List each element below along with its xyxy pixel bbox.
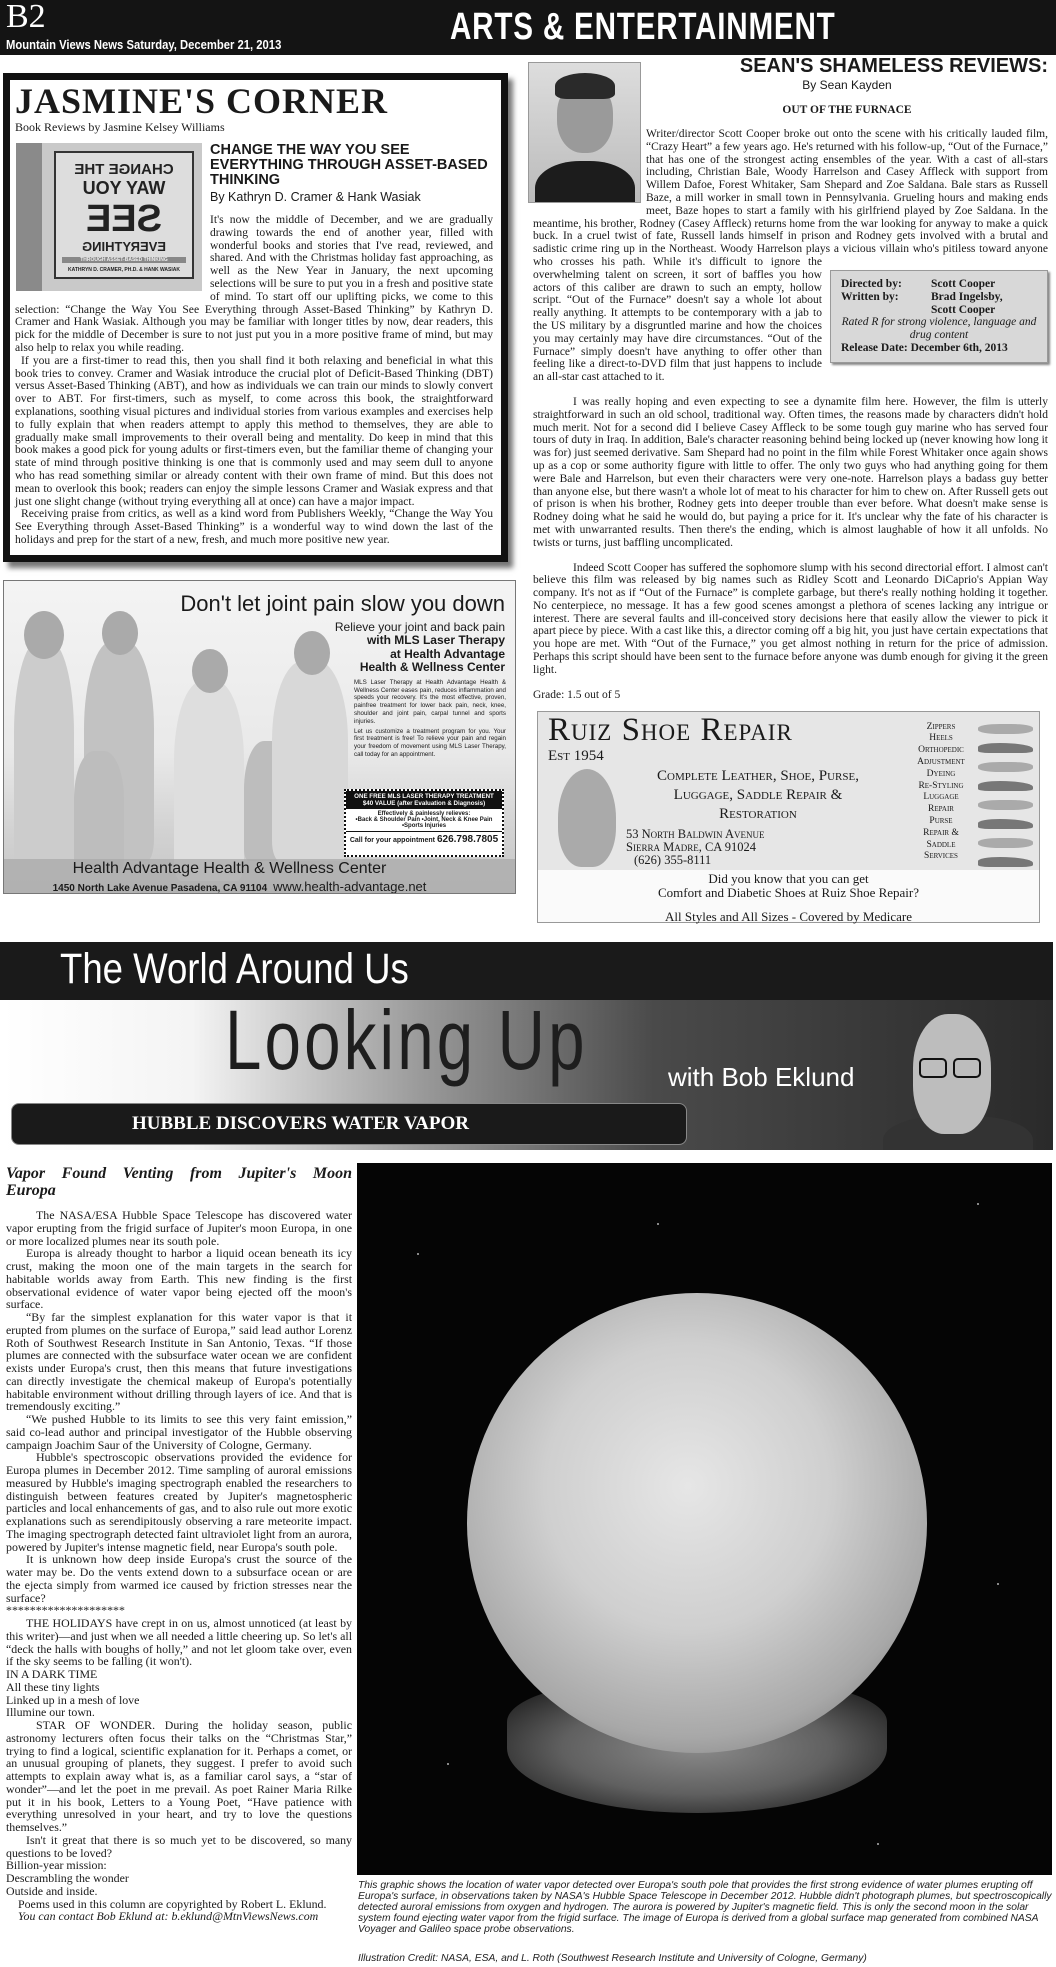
rating: Rated R for strong violence, language and drug content xyxy=(841,316,1037,342)
ad-promo: Comfort and Diabetic Shoes at Ruiz Shoe Repair? xyxy=(657,884,920,900)
page-header xyxy=(0,0,1056,55)
ad-coupon xyxy=(344,789,504,857)
ad-promo: All Styles and All Sizes - Covered by Medicare xyxy=(665,908,912,924)
headline-bar xyxy=(11,1103,687,1145)
film-title: OUT OF THE FURNACE xyxy=(782,104,912,116)
ad-subhead: Health & Wellness Center xyxy=(359,660,505,675)
europa-moon xyxy=(467,1293,927,1753)
call-label: Call for your appointment xyxy=(349,836,436,844)
paragraph: toward anyone who crosses his path. While it's difficult to ignore the overwhelming talent on screen, it sort of baffles you how actors of this caliber are drawn to such an empty, hollow script. “Out of the Furnace” doesn't say a whole lot about really anything. It attempts to be contemporary with a jab to the US military by a disgruntled marine and how the choices you may certainly may have dire circumstances. “Out of the Furnace” simply doesn't have anything to offer other than feeling like a direct-to-DVD film that just happens to include an all-star cast attached to it. xyxy=(533,243,1049,384)
byline: By Sean Kayden xyxy=(802,78,892,92)
ad-subhead: at Health Advantage xyxy=(390,646,505,661)
service: Zippers xyxy=(926,721,956,732)
page-number: B2 xyxy=(6,0,46,35)
ad-body: Let us customize a treatment program for you. Your first treatment is free! To relieve your pain and regain your freedom of movement using MLS Laser Therapy, call today for an appointment. xyxy=(354,727,506,758)
article-body xyxy=(6,1165,352,1923)
info-value: Scott Cooper xyxy=(931,277,996,290)
ad-headline: Don't let joint pain slow you down xyxy=(180,590,505,616)
shoe-sole-icon xyxy=(978,762,1033,772)
service: Adjustment xyxy=(917,757,965,768)
figure-credit: Illustration Credit: NASA, ESA, and L. Roth (Southwest Research Institute and University of Cologne, Germany) xyxy=(358,1953,867,1964)
phone: 626.798.7805 xyxy=(436,833,499,845)
shoe-icon xyxy=(978,781,1033,791)
ad-body: MLS Laser Therapy at Health Advantage Health & Wellness Center eases pain, reduces inflammation and speeds your recovery. It's the most effective, proven, painfree treatment for lower back pain, neck, knee, shoulder and joint pain, carpal tunnel and sports injuries. xyxy=(354,678,506,725)
paragraph: hours and making ends meet, Baze hopes to start a family with his girlfriend played by Zoe Saldana. In the meantime, his brother, Rodney (Casey Affleck) returns home from the war looking for anyway to make a quick buck. In a cruel twist of fate, Russell lands himself in prison and Rodney gets involved with a brutal and sadistic crime ring up in the Northeast. Woody Harrelson plays a vicious villain who's pitiless xyxy=(533,191,1048,256)
author-photo xyxy=(883,1006,1033,1150)
column-subtitle: Book Reviews by Jasmine Kelsey Williams xyxy=(15,120,225,134)
book-cover-image xyxy=(16,143,202,291)
right-column xyxy=(527,54,1048,923)
column-title: SEAN'S SHAMELESS REVIEWS: xyxy=(739,55,1048,77)
ad-promo: Did you know that you can get xyxy=(708,870,869,886)
article-title: Vapor Found Venting from Jupiter's Moon Europa xyxy=(6,1165,352,1199)
paragraph: STAR OF WONDER. During the holiday season, public astronomy lecturers often focus their talks on the “Christmas Star,” trying to find a logical, scientific explanation for it. Perhaps a comet, or an unusual grouping of planets, they suggest. I prefer to avoid such attempts to explain away what is, as a familiar carol says, a “star of wonder”—and let the poet in me prevail. As poet Rainer Maria Rilke put it in his book, Letters to a Young Poet, “Have patience with everything unresolved in your heart, and try to love the questions themselves.” xyxy=(6,1718,352,1834)
info-value: Scott Cooper xyxy=(931,303,996,316)
shoe-sole-icon xyxy=(978,838,1033,848)
grade: Grade: 1.5 out of 5 xyxy=(533,688,621,701)
shoe-icons xyxy=(978,722,1033,876)
paragraph: Writer/director Scott Cooper broke out onto the scene with his critically lauded film, “Crazy Heart” a few years ago. He's returned with his follow-up, “Out of the Furnace,” that has one of the strongest acting ensembles of the year. With a cast of all-stars including, Christian Bale, Woody Harrelson and Casey Affleck with support from Willem Dafoe, Forest Whitaker, Sam Shepard and Zoe Saldana. Bale stars as Russell Baze, a mill worker in small town in Pennsylvania. Grueling xyxy=(646,128,1048,204)
left-column xyxy=(3,73,515,894)
shoe-icon xyxy=(978,743,1033,753)
column-author: with Bob Eklund xyxy=(668,1062,855,1092)
shoe-sole-icon xyxy=(558,769,616,867)
service: Dyeing xyxy=(926,768,956,779)
contact-email[interactable]: You can contact Bob Eklund at: b.eklund@MtnViewsNews.com xyxy=(18,1909,319,1924)
paragraph: It's now the middle of December, and we are gradually drawing towards the end of another year, filled with wonderful books and stories that I've read, reviewed, and shared. And with the Christmas holiday fast approaching, as well as the New Year in January, the next upcoming selections will be sure to put you in a fresh and positive state of mind. To start off our uplifting picks, we come to this selection: “Change the Way You See Everything through Asset-Based Thinking” by Kathryn D. Cramer and Hank Wasiak. Although you may be familiar with xyxy=(15,213,493,329)
poem-line: Outside and inside. xyxy=(6,1883,98,1898)
poem-line: Illumine our town. xyxy=(6,1705,95,1720)
service: Orthopedic xyxy=(918,745,964,756)
cover-text: THROUGH ASSET-BASED THINKING xyxy=(62,257,186,263)
paragraph: Isn't it great that there is so much yet to be discovered, so many questions to be loved? xyxy=(6,1832,352,1860)
info-value: Brad Ingelsby, xyxy=(931,290,1003,303)
section-title: The World Around Us xyxy=(60,945,409,993)
release-date: Release Date: December 6th, 2013 xyxy=(841,341,1008,354)
book-headline: CHANGE THE WAY YOU SEE EVERYTHING THROUGH ASSET-BASED THINKING xyxy=(210,142,488,188)
service: Repair & xyxy=(923,827,959,838)
divider: ******************** xyxy=(6,1603,125,1618)
service: Repair xyxy=(928,804,954,815)
jasmines-corner-box xyxy=(3,73,508,562)
shoe-icon xyxy=(978,857,1033,867)
cover-text: CHANGE THE xyxy=(74,161,174,178)
paragraph: It is unknown how deep inside Europa's crust the source of the water may be. Do the vents extend down to a subsurface ocean or are the ejecta simply from warmed ice caused by friction stresses near the surface? xyxy=(6,1552,352,1605)
paragraph: If you are a first-timer to read this, then you shall find it both relaxing and beneficial in what this book tries to convey. Cramer and Wasiak introduce the crucial plot of Deficit-Based Thinking (DBT) versus Asset-Based Thinking (ABT), and how as individuals we can train our minds to slowly convert over to ABT. For first-timers, such as myself, to come across this book, the straightforward explanations, soothing visual pictures and individual stories from various examples and exercises help to fully explain that when readers attempt to apply this method to themselves, they are able to gradually make small improvements to their overall being and mentality. Do keep in mind that this book makes a good pick for young adults or first-timers even, but the familiar theme of changing your state of mind through positive thinking is one that is commonly used and may seem dull to anyone who has read something similar or already content with their own frame of mind. But this does not mean to overlook this book; readers can enjoy the simple lessons Cramer and Wasiak express and that just one slight change (without trying everything all at once) can have a major impact. xyxy=(15,353,493,508)
section-banner xyxy=(0,942,1053,1000)
paragraph: I was really hoping and even expecting to see a dynamite film here. However, the film is utterly straightforward in such an old school, traditional way. Often times, the reasons made by characters didn't hold much merit. Not for a second did I believe Casey Affleck to be some tough guy marine who has served four tours of duty in Iraq. In addition, Bale's character reasoning behind being locked up (never knowing how long it was for) just seemed derivative. Sam Shepard had no point in the film while Forest Whitaker once again shows up as a cop or some authority figure with little to offer. The only two guys who had anything going for them were Bale and Harrelson, but even their characters were very one-note. Harrelson plays a badass guy better than anyone else, but there wasn't a whole lot of meat to his character for him to chew on. After Russell gets out of prison is when his brother, Rodney gets into deeper trouble than ever before. What doesn't make sense is Rodney doing what he said he would do, but paying a price for it. It's unclear why the fate of his character is met with unwarranted results. Then there's the ending, which is almost laughable of how it all unfolds. No twists or turns, just baffling uncomplicated. xyxy=(533,395,1048,549)
coupon-relieves: Effectively & painlessly relieves: xyxy=(377,810,471,817)
figure-caption: This graphic shows the location of water vapor detected over Europa's south pole that provides the first strong evidence of water plumes erupting off Europa's surface, in observations taken by NASA's Hubble Space Telescope in December 2012. Hubble didn't photograph plumes, but spectroscopically detected auroral emissions from oxygen and hydrogen. The aurora is powered by Jupiter's magnetic field. This is only the second moon in the solar system found ejecting water vapor from the frigid surface. The image of Europa is derived from a global surface map generated from combined NASA Voyager and Galileo space probe observations. xyxy=(358,1880,1052,1935)
ad-photo-person xyxy=(14,641,74,871)
service: Re-Styling xyxy=(918,780,964,791)
paragraph: longer titles by now, dear readers, this pick for the middle of December is sure to not just put you in a more positive frame of mind, but may also help to relax you while reading. xyxy=(15,315,493,354)
poem-line: Descrambling the wonder xyxy=(6,1871,129,1885)
shoe-icon xyxy=(978,819,1033,829)
paragraph: “We pushed Hubble to its limits to see this very faint emission,” said co-lead author and principal investigator of the Hubble observing campaign Joachim Saur of the University of Cologne, Germany. xyxy=(6,1412,352,1452)
cover-text: SEE xyxy=(85,198,163,240)
poem-line: Linked up in a mesh of love xyxy=(6,1692,140,1707)
cover-text: EVERYTHING xyxy=(81,239,167,254)
ad-title: Ruiz Shoe Repair xyxy=(548,711,793,748)
paragraph: THE HOLIDAYS have crept in on us, almost unnoticed (at least by this writer)—and just when we all needed a little cheering up. So let's all “deck the halls with boughs of holly,” and not let gloom take over, even if the sky seems to be falling (it won't). xyxy=(6,1616,352,1669)
paragraph: “By far the simplest explanation for this water vapor is that it erupted from plumes on the surface of Europa,” said lead author Lorenz Roth of Southwest Research Institute in San Antonio, Texas. “If those plumes are connected with the subsurface water ocean we are confident exists under Europa's crust, then this means that future investigations can directly investigate the chemical makeup of Europa's potentially habitable environment without drilling through layers of ice. And that is tremendously exciting.” xyxy=(6,1310,352,1414)
column-headline: HUBBLE DISCOVERS WATER VAPOR xyxy=(132,1113,469,1134)
paragraph: Europa is already thought to harbor a liquid ocean beneath its icy crust, making the moon one of the main targets in the search for habitable worlds away from Earth. This new finding is the first observational evidence of water vapor being ejected off the moon's surface. xyxy=(6,1246,352,1312)
ad-address: 53 North Baldwin Avenue xyxy=(626,826,765,841)
service: Heels xyxy=(929,733,953,744)
poem-line: Billion-year mission: xyxy=(6,1858,107,1873)
cover-text: WAY YOU xyxy=(82,178,166,198)
looking-up-banner xyxy=(3,1000,1053,1150)
coupon-items: •Back & Shoulder Pain •Joint, Neck & Knee Pain •Sports Injuries xyxy=(355,816,493,829)
service: Saddle xyxy=(926,839,956,850)
dateline: Mountain Views News Saturday, December 21, 2013 xyxy=(6,38,282,52)
shoe-sole-icon xyxy=(978,800,1033,810)
paragraph: The NASA/ESA Hubble Space Telescope has discovered water vapor erupting from the frigid surface of Jupiter's moon Europa, in one or more localized plumes near its south pole. xyxy=(6,1208,352,1248)
coupon-title: ONE FREE MLS LASER THERAPY TREATMENT xyxy=(354,792,494,800)
ad-established: Est 1954 xyxy=(548,747,604,764)
section-title: ARTS & ENTERTAINMENT xyxy=(450,6,836,48)
ad-subhead: with MLS Laser Therapy xyxy=(366,633,505,648)
ruiz-shoe-repair-ad[interactable] xyxy=(537,711,1040,923)
paragraph: Hubble's spectroscopic observations provided the evidence for Europa plumes in December 2012. Time sampling of auroral emissions measured by Hubble's imaging spectrograph enabled the researchers to distinguish between features created by Jupiter's magnetospheric particles and local enhancements of gas, and to also rule out more exotic explanations such as serendipitously observing a rare meteorite impact. The imaging spectrograph detected faint ultraviolet light from an aurora, powered by Jupiter's intense magnetic field, near Europa's south pole. xyxy=(6,1450,352,1554)
ad-business-name: Health Advantage Health & Wellness Center xyxy=(72,859,387,877)
shoe-sole-icon xyxy=(978,724,1033,734)
paragraph: Indeed Scott Cooper has suffered the sophomore slump with his second directorial effort. I almost can't believe this film was released by big names such as Ridley Scott and Leonardo DiCaprio's Appian Way company. It's not as if “Out of the Furnace” is complete garbage, but there's really nothing holding it together. No centerpiece, no message. It has a few good scenes amongst a plethora of scenes lacking any intrigue or interest. There are several faults and ill-conceived story decisions here that easily allow the viewer to pick it apart piece by piece. With a cast like this, a director coming off a big hit, you just have certain expectations that you hope are met. With “Out of the Furnace,” you get almost nothing in return for the price of admission. Perhaps this script should have been sent to the furnace before anyone was dumb enough for giving it the green light. xyxy=(533,561,1048,676)
paragraph: Receiving praise from critics, as well as a kind word from Publishers Weekly, “Change the Way You See Everything through Asset-Based Thinking” is a wonderful way to wind down the last of the holidays and prep for the start of a new, fresh, and much more positive new year. xyxy=(15,507,493,546)
cover-text: KATHRYN D. CRAMER, PH.D. & HANK WASIAK xyxy=(68,267,180,273)
service: Purse xyxy=(929,816,953,827)
column-title: Looking Up xyxy=(225,1000,588,1087)
film-info-box xyxy=(830,270,1048,363)
ad-url[interactable]: www.health-advantage.net xyxy=(273,878,427,894)
ad-address: 1450 North Lake Avenue Pasadena, CA 91104 xyxy=(52,882,268,894)
column-title: JASMINE'S CORNER xyxy=(15,81,389,121)
author-photo xyxy=(528,62,641,203)
service: Luggage xyxy=(923,792,959,803)
ad-phone: (626) 355-8111 xyxy=(634,852,712,867)
poem-line: All these tiny lights xyxy=(6,1679,100,1694)
info-label: Directed by: xyxy=(841,277,902,290)
ad-description: Complete Leather, Shoe, Purse, Luggage, Saddle Repair & Restoration xyxy=(657,767,859,822)
health-advantage-ad[interactable] xyxy=(3,580,516,894)
ad-subhead: Relieve your joint and back pain xyxy=(334,619,505,634)
poem-line: IN A DARK TIME xyxy=(6,1667,98,1681)
service: Services xyxy=(924,851,958,862)
copyright-note: Poems used in this column are copyrighted by Robert L. Eklund. xyxy=(18,1896,327,1911)
ad-address: Sierra Madre, CA 91024 xyxy=(626,839,756,854)
book-authors: By Kathryn D. Cramer & Hank Wasiak xyxy=(210,190,421,204)
coupon-value: $40 VALUE (after Evaluation & Diagnosis) xyxy=(362,799,486,807)
info-label: Written by: xyxy=(841,290,899,303)
europa-image xyxy=(357,1163,1052,1875)
